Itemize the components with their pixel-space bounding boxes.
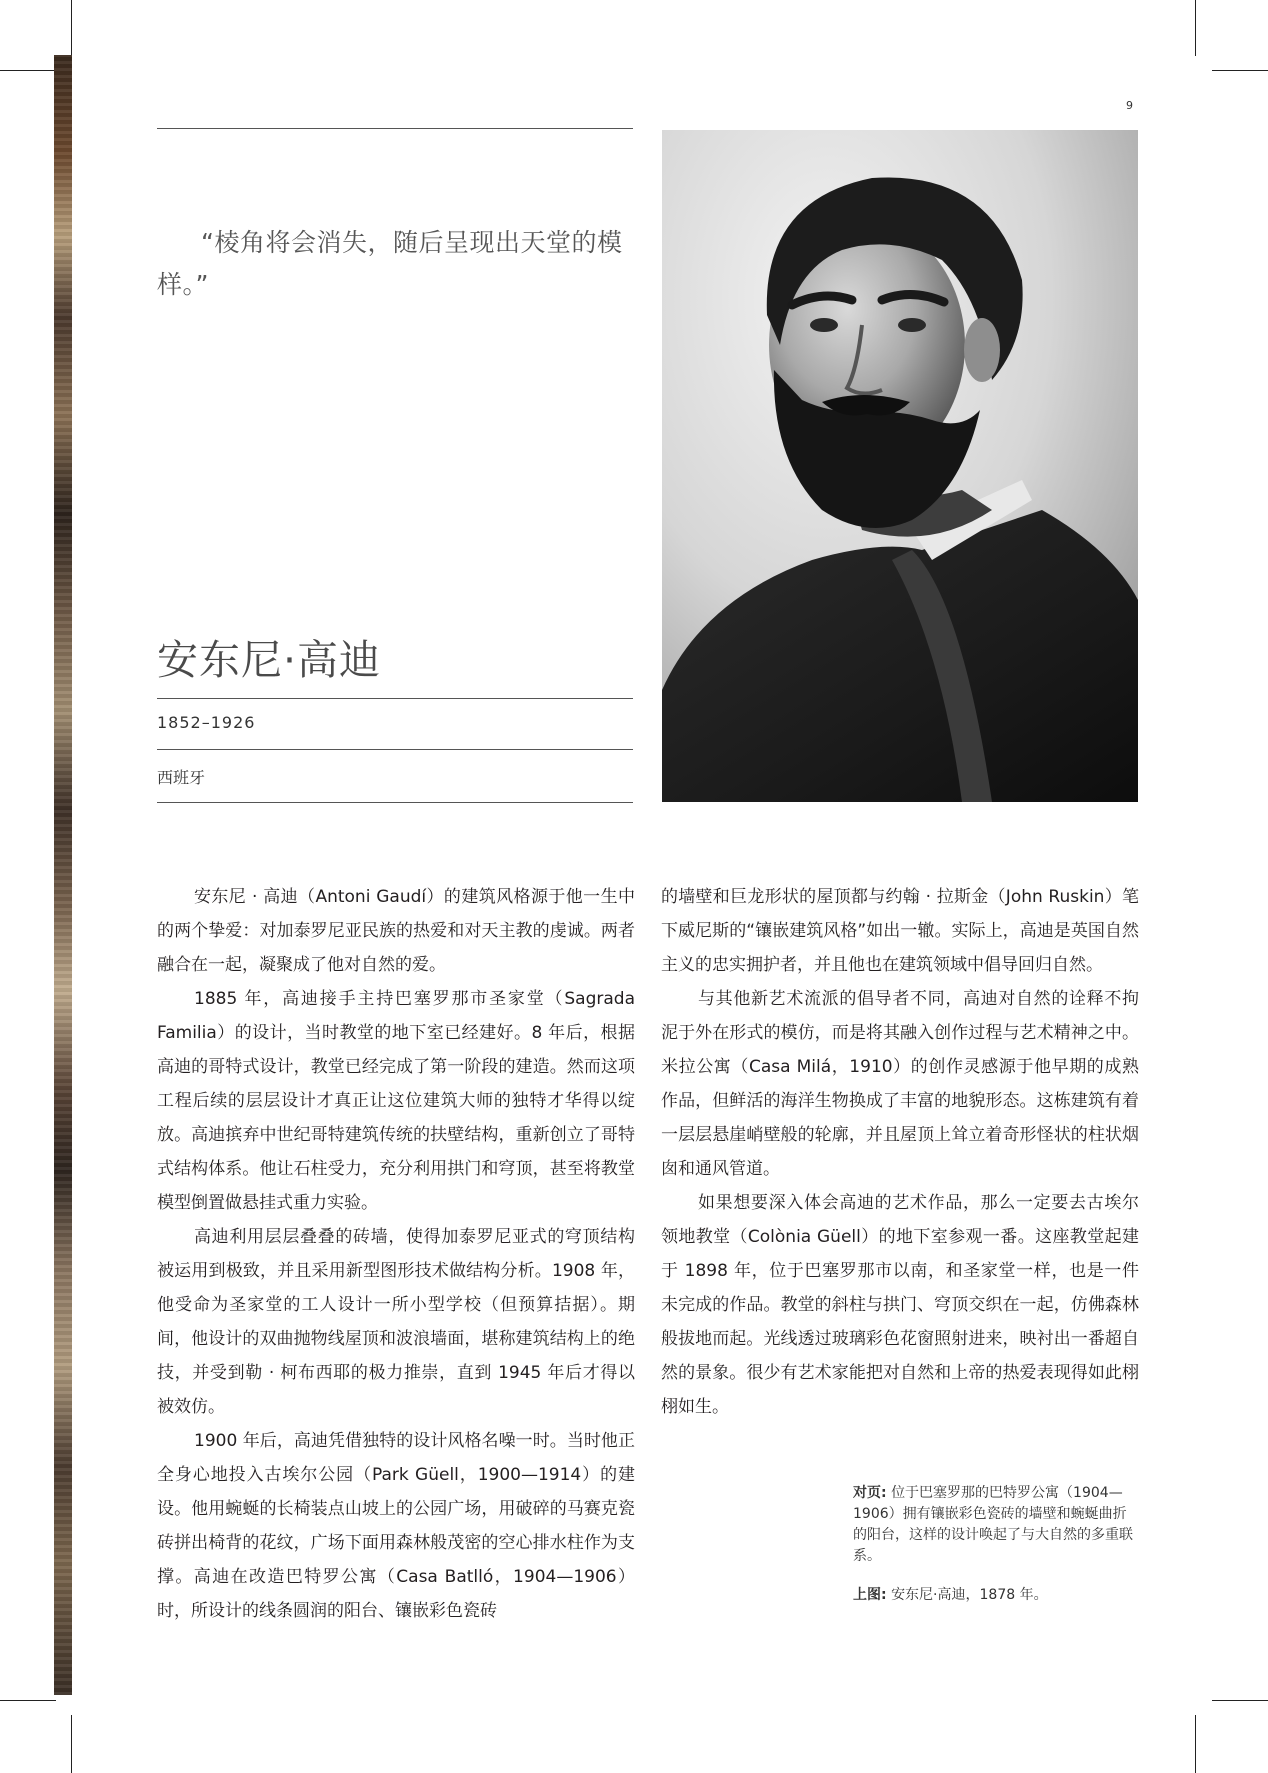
body-column-left <box>157 880 635 1628</box>
crop-mark-br-v <box>1195 1715 1196 1773</box>
body-paragraph: 1900 年后，高迪凭借独特的设计风格名噪一时。当时他正全身心地投入古埃尔公园（Park Güell，1900—1914）的建设。他用蜿蜒的长椅装点山坡上的公园广场，用破碎的马赛克瓷砖拼出椅背的花纹，广场下面用森林般茂密的空心排水柱作为支撑。高迪在改造巴特罗公寓（Casa Batlló，1904—1906）时，所设计的线条圆润的阳台、镶嵌彩色瓷砖 <box>157 1431 635 1621</box>
body-column-right <box>661 880 1139 1424</box>
crop-mark-bl-v <box>71 1715 72 1773</box>
caption-above-label: 上图: <box>853 1587 887 1603</box>
crop-mark-tl-v <box>71 0 72 56</box>
body-paragraph-continued: 的墙壁和巨龙形状的屋顶都与约翰 · 拉斯金（John Ruskin）笔下威尼斯的“镶嵌建筑风格”如出一辙。实际上，高迪是英国自然主义的忠实拥护者，并且他也在建筑领域中倡导回归自然。 <box>661 887 1139 975</box>
caption-opposite-text: 位于巴塞罗那的巴特罗公寓（1904—1906）拥有镶嵌彩色瓷砖的墙壁和蜿蜒曲折的阳台，这样的设计唤起了与大自然的多重联系。 <box>853 1485 1133 1564</box>
crop-mark-bl-h <box>0 1700 56 1701</box>
portrait-photo <box>662 130 1138 802</box>
name-rule <box>157 698 633 699</box>
caption-opposite-label: 对页: <box>853 1485 887 1501</box>
body-paragraph: 1885 年，高迪接手主持巴塞罗那市圣家堂（Sagrada Familia）的设计，当时教堂的地下室已经建好。8 年后，根据高迪的哥特式设计，教堂已经完成了第一阶段的建造。然而这项工程后续的层层设计才真正让这位建筑大师的独特才华得以绽放。高迪摈弃中世纪哥特建筑传统的扶壁结构，重新创立了哥特式结构体系。他让石柱受力，充分利用拱门和穹顶，甚至将教堂模型倒置做悬挂式重力实验。 <box>157 989 635 1213</box>
body-paragraph: 与其他新艺术流派的倡导者不同，高迪对自然的诠释不拘泥于外在形式的模仿，而是将其融入创作过程与艺术精神之中。米拉公寓（Casa Milá，1910）的创作灵感源于他早期的成熟作品，但鲜活的海洋生物换成了丰富的地貌形态。这栋建筑有着一层层悬崖峭壁般的轮廓，并且屋顶上耸立着奇形怪状的柱状烟囱和通风管道。 <box>661 989 1139 1179</box>
caption-above-text: 安东尼·高迪，1878 年。 <box>891 1587 1048 1603</box>
country: 西班牙 <box>157 768 206 787</box>
architect-name-title: 安东尼·高迪 <box>157 636 382 684</box>
pull-quote: “棱角将会消失，随后呈现出天堂的模样。” <box>157 228 623 299</box>
body-paragraph: 安东尼 · 高迪（Antoni Gaudí）的建筑风格源于他一生中的两个挚爱：对加泰罗尼亚民族的热爱和对天主教的虔诚。两者融合在一起，凝聚成了他对自然的爱。 <box>157 887 635 975</box>
country-rule <box>157 802 633 803</box>
life-years: 1852–1926 <box>157 713 256 732</box>
caption-above <box>853 1585 1139 1606</box>
page-number: 9 <box>1126 99 1133 112</box>
opposite-page-photo-bleed <box>54 55 72 1695</box>
caption-opposite <box>853 1483 1139 1567</box>
portrait-illustration <box>662 130 1138 802</box>
body-paragraph: 如果想要深入体会高迪的艺术作品，那么一定要去古埃尔领地教堂（Colònia Güell）的地下室参观一番。这座教堂起建于 1898 年，位于巴塞罗那市以南，和圣家堂一样，也是一件未完成的作品。教堂的斜柱与拱门、穹顶交织在一起，仿佛森林般拔地而起。光线透过玻璃彩色花窗照射进来，映衬出一番超自然的景象。很少有艺术家能把对自然和上帝的热爱表现得如此栩栩如生。 <box>661 1193 1139 1417</box>
years-rule <box>157 749 633 750</box>
crop-mark-tl-h <box>0 70 56 71</box>
crop-mark-tr-v <box>1195 0 1196 56</box>
header-top-rule <box>157 128 633 129</box>
image-captions <box>853 1483 1139 1624</box>
crop-mark-br-h <box>1212 1700 1268 1701</box>
crop-mark-tr-h <box>1212 70 1268 71</box>
body-paragraph: 高迪利用层层叠叠的砖墙，使得加泰罗尼亚式的穹顶结构被运用到极致，并且采用新型图形技术做结构分析。1908 年，他受命为圣家堂的工人设计一所小型学校（但预算拮据）。期间，他设计的双曲抛物线屋顶和波浪墙面，堪称建筑结构上的绝技，并受到勒 · 柯布西耶的极力推崇，直到 1945 年后才得以被效仿。 <box>157 1227 635 1417</box>
